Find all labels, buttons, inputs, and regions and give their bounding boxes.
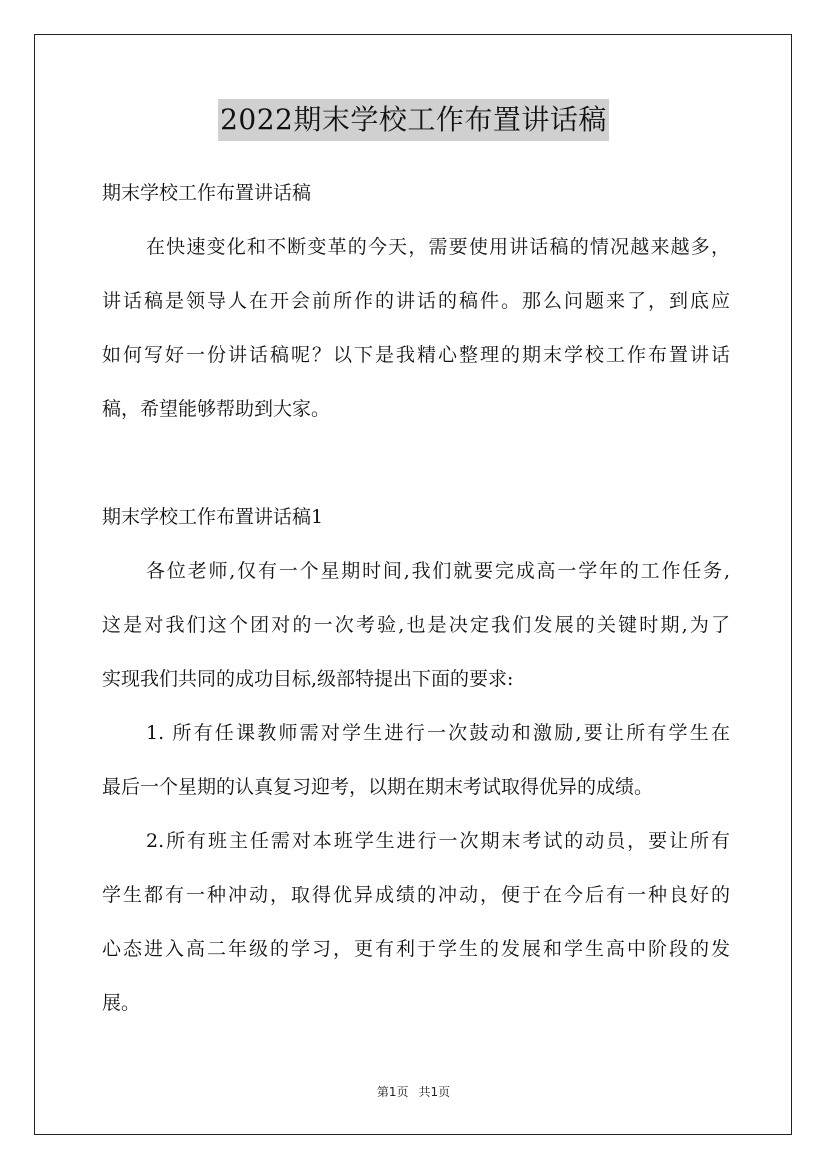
document-body — [102, 170, 730, 1034]
page-footer — [0, 1083, 827, 1100]
paragraph-line: 这是对我们这个团对的一次考验,也是决定我们发展的关键时期,为了 — [102, 614, 730, 636]
intro-line: 如何写好一份讲话稿呢？以下是我精心整理的期末学校工作布置讲话 — [102, 344, 730, 366]
subtitle: 期末学校工作布置讲话稿 — [102, 182, 312, 204]
intro-line: 在快速变化和不断变革的今天，需要使用讲话稿的情况越来越多， — [146, 236, 730, 258]
page-number: 第1页 — [376, 1085, 409, 1099]
list-item-line: 2.所有班主任需对本班学生进行一次期末考试的动员，要让所有 — [146, 830, 730, 852]
intro-line: 稿，希望能够帮助到大家。 — [102, 398, 331, 420]
paragraph-gap — [102, 440, 730, 494]
paragraph-line: 实现我们共同的成功目标,级部特提出下面的要求: — [102, 668, 514, 690]
document-title: 2022期末学校工作布置讲话稿 — [218, 99, 609, 141]
page-total: 共1页 — [418, 1085, 451, 1099]
list-item-line: 展。 — [102, 992, 141, 1014]
section-heading: 期末学校工作布置讲话稿1 — [102, 506, 324, 528]
intro-line: 讲话稿是领导人在开会前所作的讲话的稿件。那么问题来了，到底应 — [102, 290, 730, 312]
list-item-line: 最后一个星期的认真复习迎考，以期在期末考试取得优异的成绩。 — [102, 776, 654, 798]
list-item-line: 心态进入高二年级的学习，更有利于学生的发展和学生高中阶段的发 — [102, 938, 730, 960]
title-container — [0, 99, 827, 141]
paragraph-line: 各位老师,仅有一个星期时间,我们就要完成高一学年的工作任务, — [146, 560, 730, 582]
list-item-line: 学生都有一种冲动，取得优异成绩的冲动，便于在今后有一种良好的 — [102, 884, 730, 906]
list-item-line: 1. 所有任课教师需对学生进行一次鼓动和激励,要让所有学生在 — [146, 722, 730, 744]
